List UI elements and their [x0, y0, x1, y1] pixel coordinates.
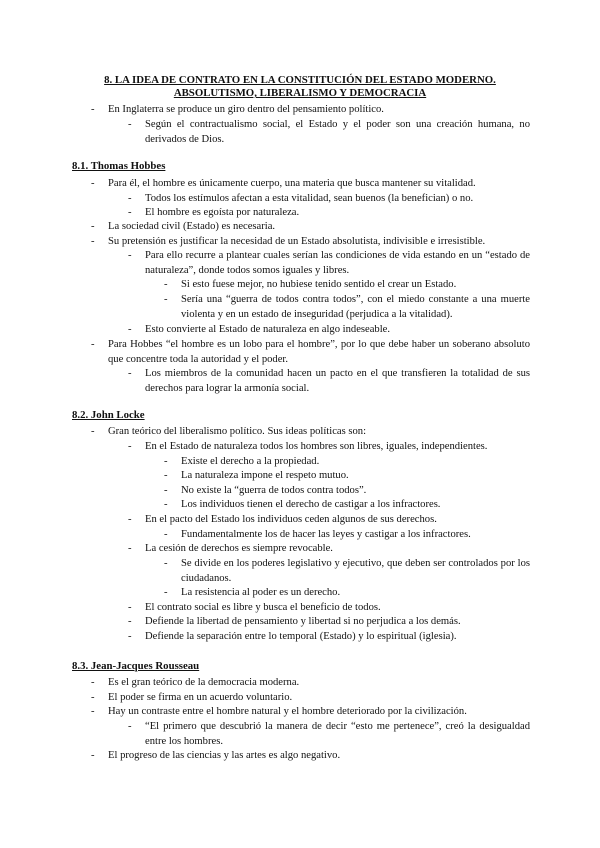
- hobbes-text-3b: Esto convierte al Estado de naturaleza en algo indeseable.: [145, 324, 391, 335]
- locke-bullet-1b: [128, 512, 530, 527]
- bullet-dash: -: [128, 250, 132, 261]
- bullet-dash: -: [128, 119, 132, 130]
- locke-bullet-1d: [128, 600, 530, 615]
- rousseau-text-2: El poder se firma en un acuerdo voluntario.: [108, 692, 293, 703]
- intro-text-1: En Inglaterra se produce un giro dentro del pensamiento político.: [108, 104, 384, 115]
- bullet-dash: -: [164, 456, 168, 467]
- section-heading-hobbes: 8.1. Thomas Hobbes: [72, 160, 166, 172]
- hobbes-bullet-1b: [128, 205, 530, 220]
- hobbes-text-3: Su pretensión es justificar la necesidad de un Estado absolutista, indivisible e irresistible.: [108, 236, 486, 247]
- bullet-dash: -: [164, 294, 168, 305]
- bullet-dash: -: [164, 485, 168, 496]
- bullet-dash: -: [128, 514, 132, 525]
- locke-text-1a: En el Estado de naturaleza todos los hombres son libres, iguales, independientes.: [145, 441, 488, 452]
- locke-text-1d: El contrato social es libre y busca el beneficio de todos.: [145, 602, 381, 613]
- hobbes-bullet-2: [91, 219, 530, 234]
- locke-text-1a3: No existe la “guerra de todos contra todos”.: [181, 485, 367, 496]
- bullet-dash: -: [91, 339, 95, 350]
- hobbes-bullet-4: [91, 337, 530, 367]
- rousseau-bullet-2: [91, 690, 530, 705]
- hobbes-text-3a: Para ello recurre a plantear cuales serían las condiciones de vida estando en un “estado de naturaleza”, donde todos somos iguales y libres.: [145, 250, 530, 277]
- locke-bullet-1c: [128, 541, 530, 556]
- hobbes-text-3a2: Sería una “guerra de todos contra todos”, con el miedo constante a una muerte violenta y en un estado de inseguridad (perjudica a la vitalidad).: [181, 294, 530, 321]
- locke-text-1: Gran teórico del liberalismo político. Sus ideas políticas son:: [108, 426, 367, 437]
- bullet-dash: -: [128, 721, 132, 732]
- locke-text-1a1: Existe el derecho a la propiedad.: [181, 456, 320, 467]
- bullet-dash: -: [91, 426, 95, 437]
- hobbes-text-4a: Los miembros de la comunidad hacen un pacto en el que transfieren la totalidad de sus derechos para lograr la armonía social.: [145, 368, 530, 395]
- rousseau-text-4: El progreso de las ciencias y las artes es algo negativo.: [108, 750, 341, 761]
- hobbes-bullet-3a2: [164, 292, 530, 322]
- hobbes-bullet-1a: [128, 191, 530, 206]
- locke-bullet-1a2: [164, 468, 530, 483]
- bullet-dash: -: [128, 441, 132, 452]
- locke-text-1c: La cesión de derechos es siempre revocable.: [145, 543, 333, 554]
- bullet-dash: -: [164, 279, 168, 290]
- rousseau-bullet-3: [91, 704, 530, 719]
- locke-bullet-1: [91, 424, 530, 439]
- hobbes-bullet-3a: [128, 248, 530, 278]
- bullet-dash: -: [91, 236, 95, 247]
- rousseau-bullet-1: [91, 675, 530, 690]
- hobbes-bullet-4a: [128, 366, 530, 396]
- bullet-dash: -: [128, 324, 132, 335]
- locke-text-1c1: Se divide en los poderes legislativo y ejecutivo, que deben ser controlados por los ciudadanos.: [181, 558, 530, 585]
- section-heading-locke: 8.2. John Locke: [72, 409, 145, 421]
- bullet-dash: -: [91, 677, 95, 688]
- bullet-dash: -: [91, 706, 95, 717]
- title-line-2: ABSOLUTISMO, LIBERALISMO Y DEMOCRACIA: [173, 87, 427, 99]
- locke-bullet-1a: [128, 439, 530, 454]
- title-line-1: 8. LA IDEA DE CONTRATO EN LA CONSTITUCIÓN DEL ESTADO MODERNO.: [104, 74, 496, 86]
- section-heading-rousseau: 8.3. Jean-Jacques Rousseau: [72, 660, 200, 672]
- rousseau-text-3: Hay un contraste entre el hombre natural y el hombre deteriorado por la civilización.: [108, 706, 467, 717]
- bullet-dash: -: [91, 221, 95, 232]
- locke-bullet-1a1: [164, 454, 530, 469]
- locke-bullet-1a4: [164, 497, 530, 512]
- locke-text-1c2: La resistencia al poder es un derecho.: [181, 587, 341, 598]
- hobbes-text-1: Para él, el hombre es únicamente cuerpo, una materia que busca mantener su vitalidad.: [108, 178, 476, 189]
- locke-bullet-1a3: [164, 483, 530, 498]
- hobbes-bullet-3b: [128, 322, 530, 337]
- intro-text-2: Según el contractualismo social, el Estado y el poder son una creación humana, no derivados de Dios.: [145, 119, 530, 146]
- hobbes-text-1a: Todos los estímulos afectan a esta vitalidad, sean buenos (la benefician) o no.: [145, 193, 474, 204]
- locke-bullet-1c2: [164, 585, 530, 600]
- bullet-dash: -: [91, 104, 95, 115]
- bullet-dash: -: [128, 543, 132, 554]
- bullet-dash: -: [164, 529, 168, 540]
- rousseau-bullet-4: [91, 748, 530, 763]
- locke-bullet-1b1: [164, 527, 530, 542]
- locke-bullet-1e: [128, 614, 530, 629]
- locke-bullet-1c1: [164, 556, 530, 586]
- locke-bullet-1f: [128, 629, 530, 644]
- bullet-dash: -: [128, 207, 132, 218]
- hobbes-text-1b: El hombre es egoísta por naturaleza.: [145, 207, 300, 218]
- bullet-dash: -: [128, 602, 132, 613]
- bullet-dash: -: [164, 470, 168, 481]
- bullet-dash: -: [164, 587, 168, 598]
- locke-text-1a2: La naturaleza impone el respeto mutuo.: [181, 470, 349, 481]
- bullet-dash: -: [164, 558, 168, 569]
- rousseau-text-3a: “El primero que descubrió la manera de decir “esto me pertenece”, creó la desigualdad entre los hombres.: [145, 721, 530, 748]
- hobbes-bullet-1: [91, 176, 530, 191]
- locke-text-1f: Defiende la separación entre lo temporal (Estado) y lo espiritual (iglesia).: [145, 631, 457, 642]
- bullet-dash: -: [91, 178, 95, 189]
- locke-text-1e: Defiende la libertad de pensamiento y libertad si no perjudica a los demás.: [145, 616, 461, 627]
- hobbes-text-4: Para Hobbes “el hombre es un lobo para el hombre”, por lo que debe haber un soberano absoluto que concentre toda la autoridad y el poder.: [108, 339, 530, 366]
- document-title: [60, 74, 540, 100]
- bullet-dash: -: [91, 692, 95, 703]
- locke-text-1b: En el pacto del Estado los individuos ceden algunos de sus derechos.: [145, 514, 437, 525]
- hobbes-text-3a1: Si esto fuese mejor, no hubiese tenido sentido el crear un Estado.: [181, 279, 457, 290]
- bullet-dash: -: [164, 499, 168, 510]
- bullet-dash: -: [128, 368, 132, 379]
- rousseau-bullet-3a: [128, 719, 530, 749]
- hobbes-bullet-3a1: [164, 277, 530, 292]
- rousseau-text-1: Es el gran teórico de la democracia moderna.: [108, 677, 300, 688]
- intro-bullet-1: [91, 102, 530, 117]
- bullet-dash: -: [91, 750, 95, 761]
- bullet-dash: -: [128, 193, 132, 204]
- bullet-dash: -: [128, 616, 132, 627]
- locke-text-1a4: Los individuos tienen el derecho de castigar a los infractores.: [181, 499, 441, 510]
- intro-bullet-2: [128, 117, 530, 147]
- locke-text-1b1: Fundamentalmente los de hacer las leyes y castigar a los infractores.: [181, 529, 471, 540]
- hobbes-bullet-3: [91, 234, 530, 249]
- hobbes-text-2: La sociedad civil (Estado) es necesaria.: [108, 221, 276, 232]
- bullet-dash: -: [128, 631, 132, 642]
